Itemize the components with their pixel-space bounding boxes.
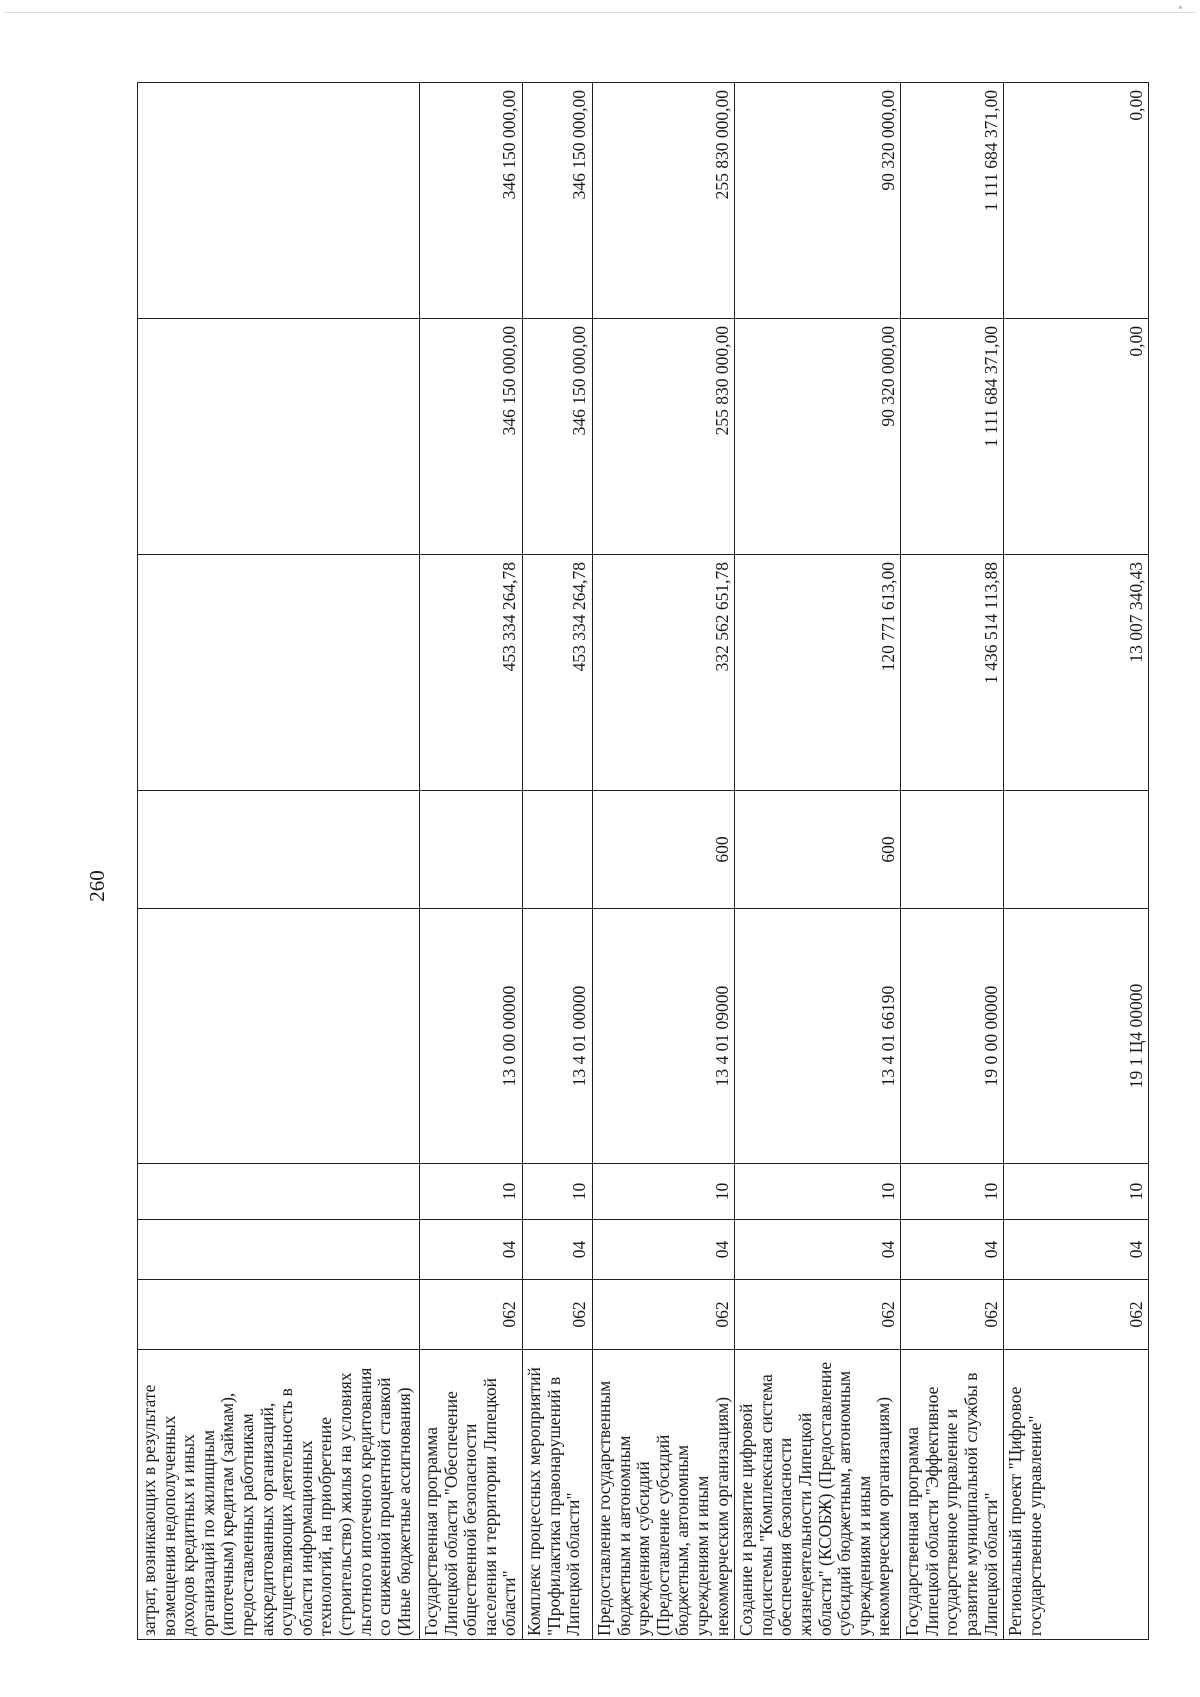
cell-csr: 13 4 01 09000 — [592, 909, 734, 1164]
cell-pr — [138, 1164, 420, 1220]
cell-sum-2: 346 150 000,00 — [420, 319, 523, 555]
row-name: Создание и развитие цифровой подсистемы "Комплексная система обеспечения безопасности жизнедеятельности Липецкой области" (КСОБЖ) (Предоставление субсидий бюджетным, автономным учреждениям и иным некоммерческим организациям) — [735, 1350, 901, 1640]
cell-sum-3: 1 111 684 371,00 — [901, 83, 1004, 319]
row-name: Комплекс процессных мероприятий "Профилактика правонарушений в Липецкой области" — [522, 1350, 592, 1640]
row-name: Региональный проект "Цифровое государственное управление" — [1004, 1350, 1149, 1640]
cell-sum-1: 332 562 651,78 — [592, 555, 734, 791]
cell-sum-3: 0,00 — [1004, 83, 1149, 319]
cell-sum-1: 453 334 264,78 — [420, 555, 523, 791]
cell-vr — [138, 791, 420, 909]
cell-gr: 062 — [522, 1280, 592, 1350]
row-name: Предоставление государственным бюджетным и автономным учреждениям субсидий (Предоставление субсидий бюджетным, автономным учреждениям и иным некоммерческим организациям) — [592, 1350, 734, 1640]
cell-vr: 600 — [592, 791, 734, 909]
cell-rz — [138, 1220, 420, 1280]
table-row — [420, 83, 523, 1640]
cell-rz: 04 — [901, 1220, 1004, 1280]
cell-sum-1: 13 007 340,43 — [1004, 555, 1149, 791]
page-number: 260 — [85, 870, 109, 902]
cell-vr — [420, 791, 523, 909]
cell-gr: 062 — [592, 1280, 734, 1350]
budget-table — [137, 82, 1149, 1640]
cell-csr: 13 4 01 66190 — [735, 909, 901, 1164]
cell-sum-3: 90 320 000,00 — [735, 83, 901, 319]
table-row — [138, 83, 420, 1640]
cell-sum-2: 90 320 000,00 — [735, 319, 901, 555]
cell-vr — [1004, 791, 1149, 909]
cell-sum-2: 1 111 684 371,00 — [901, 319, 1004, 555]
cell-sum-3: 346 150 000,00 — [420, 83, 523, 319]
cell-gr: 062 — [901, 1280, 1004, 1350]
cell-rz: 04 — [522, 1220, 592, 1280]
cell-vr — [522, 791, 592, 909]
cell-rz: 04 — [420, 1220, 523, 1280]
cell-pr: 10 — [420, 1164, 523, 1220]
cell-pr: 10 — [1004, 1164, 1149, 1220]
cell-pr: 10 — [592, 1164, 734, 1220]
row-name: Государственная программа Липецкой области "Обеспечение общественной безопасности населения и территории Липецкой области" — [420, 1350, 523, 1640]
cell-vr — [901, 791, 1004, 909]
cell-sum-1 — [138, 555, 420, 791]
rotated-table-container — [137, 83, 1146, 1640]
cell-sum-1: 1 436 514 113,88 — [901, 555, 1004, 791]
scan-speck — [1179, 6, 1182, 9]
cell-sum-3 — [138, 83, 420, 319]
cell-pr: 10 — [901, 1164, 1004, 1220]
cell-vr: 600 — [735, 791, 901, 909]
cell-csr: 19 1 Ц4 00000 — [1004, 909, 1149, 1164]
cell-sum-2: 255 830 000,00 — [592, 319, 734, 555]
cell-sum-1: 120 771 613,00 — [735, 555, 901, 791]
cell-sum-3: 255 830 000,00 — [592, 83, 734, 319]
cell-gr: 062 — [420, 1280, 523, 1350]
scan-edge-line — [4, 12, 1196, 13]
cell-sum-2 — [138, 319, 420, 555]
cell-sum-2: 346 150 000,00 — [522, 319, 592, 555]
cell-rz: 04 — [735, 1220, 901, 1280]
row-name: Государственная программа Липецкой области "Эффективное государственное управление и развитие муниципальной службы в Липецкой области" — [901, 1350, 1004, 1640]
cell-sum-3: 346 150 000,00 — [522, 83, 592, 319]
cell-csr: 13 4 01 00000 — [522, 909, 592, 1164]
cell-gr: 062 — [1004, 1280, 1149, 1350]
cell-gr: 062 — [735, 1280, 901, 1350]
cell-rz: 04 — [592, 1220, 734, 1280]
row-name: затрат, возникающих в результате возмещения недополученных доходов кредитных и иных организаций по жилищным (ипотечным) кредитам (займам), предоставленных работникам аккредитованных организаций, осуществляющих деятельность в области информационных технологий, на приобретение (строительство) жилья на условиях льготного ипотечного кредитования со сниженной процентной ставкой (Иные бюджетные ассигнования) — [138, 1350, 420, 1640]
cell-pr: 10 — [522, 1164, 592, 1220]
table-row — [1004, 83, 1149, 1640]
table-row — [592, 83, 734, 1640]
cell-sum-1: 453 334 264,78 — [522, 555, 592, 791]
cell-pr: 10 — [735, 1164, 901, 1220]
cell-gr — [138, 1280, 420, 1350]
table-row — [901, 83, 1004, 1640]
table-row — [735, 83, 901, 1640]
cell-csr — [138, 909, 420, 1164]
cell-rz: 04 — [1004, 1220, 1149, 1280]
cell-sum-2: 0,00 — [1004, 319, 1149, 555]
cell-csr: 13 0 00 00000 — [420, 909, 523, 1164]
table-row — [522, 83, 592, 1640]
cell-csr: 19 0 00 00000 — [901, 909, 1004, 1164]
